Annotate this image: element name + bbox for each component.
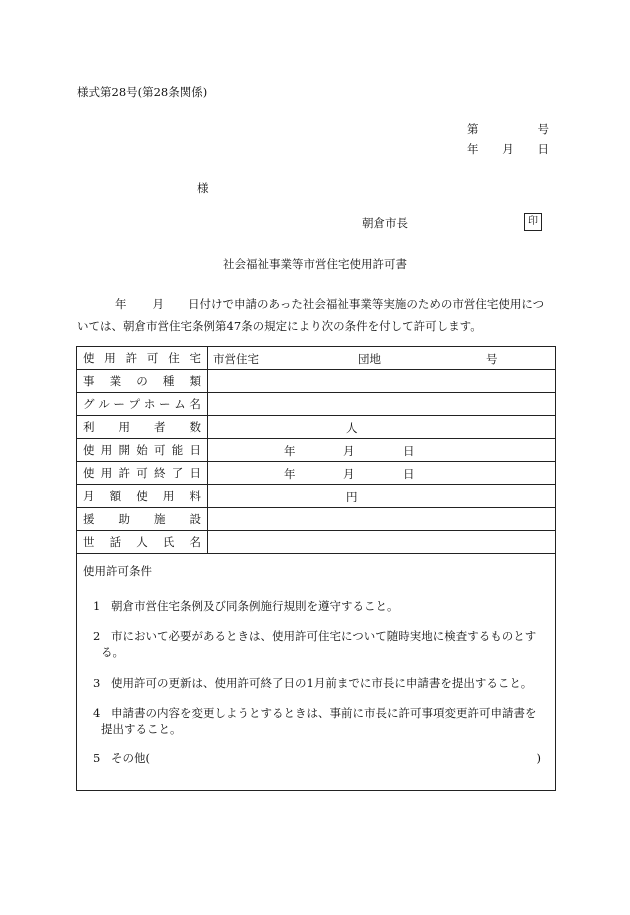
date-year: 年 (467, 142, 479, 156)
document-date (467, 141, 549, 157)
label-char: 住 (168, 351, 180, 365)
row-label (77, 439, 208, 462)
number-suffix: 号 (537, 122, 549, 136)
label-char: 援 (83, 512, 95, 526)
label-char: ー (159, 397, 171, 411)
label-char: 了 (171, 466, 184, 480)
table-row (77, 508, 556, 531)
condition-item: 1 朝倉市営住宅条例及び同条例施行規則を遵守すること。 (93, 599, 399, 613)
label-char: の (136, 374, 148, 388)
label-char: 人 (136, 535, 148, 549)
label-char: 利 (83, 420, 95, 434)
table-row (77, 393, 556, 416)
label-char: 助 (118, 512, 130, 526)
document-title: 社会福祉事業等市営住宅使用許可書 (223, 257, 407, 271)
label-char: 設 (189, 512, 201, 526)
form-number-label: 様式第28号(第28条関係) (77, 85, 208, 99)
seal-stamp: 印 (524, 213, 542, 231)
table-row (77, 531, 556, 554)
condition-item: 5 その他( ) (93, 751, 541, 765)
row-value (208, 393, 556, 416)
label-char: 話 (109, 535, 122, 549)
body-year: 年 (115, 297, 127, 311)
label-char: 額 (109, 489, 122, 503)
label-char: 氏 (162, 535, 175, 549)
label-char: 名 (189, 535, 201, 549)
label-char: 世 (83, 535, 95, 549)
document-number (467, 121, 549, 137)
row-label (77, 370, 208, 393)
row-label (77, 531, 208, 554)
label-char: 開 (118, 443, 130, 457)
row-value: 年 月 日 (208, 439, 556, 462)
label-char: 施 (154, 512, 166, 526)
label-char: 数 (189, 420, 201, 434)
row-value: 円 (208, 485, 556, 508)
row-label (77, 416, 208, 439)
label-char: 業 (109, 374, 122, 388)
conditions-heading: 使用許可条件 (83, 564, 152, 578)
label-char: ル (98, 397, 110, 411)
label-char: 事 (83, 374, 95, 388)
label-char: 日 (189, 466, 201, 480)
row-value (208, 508, 556, 531)
table-row (77, 347, 556, 370)
body-month: 月 (152, 297, 164, 311)
label-char: 用 (118, 420, 130, 434)
row-label (77, 462, 208, 485)
label-char: 宅 (189, 351, 201, 365)
row-label (77, 508, 208, 531)
label-char: 用 (104, 351, 116, 365)
label-char: 許 (125, 351, 138, 365)
body-line-2: いては、朝倉市営住宅条例第47条の規定により次の条件を付して許可します。 (77, 319, 482, 333)
label-char: 使 (83, 351, 95, 365)
row-value (208, 531, 556, 554)
label-char: 使 (136, 489, 148, 503)
condition-item: 2 市において必要があるときは、使用許可住宅について随時実地に検査するものとす る。 (93, 629, 537, 659)
row-value: 市営住宅 団地 号 (208, 347, 556, 370)
number-prefix: 第 (467, 122, 479, 136)
label-char: 料 (189, 489, 201, 503)
permit-details-table (76, 346, 556, 554)
table-row (77, 439, 556, 462)
row-value: 人 (208, 416, 556, 439)
body-line-1: 日付けで申請のあった社会福祉事業等実施のための市営住宅使用につ (188, 297, 545, 311)
label-char: ー (113, 397, 125, 411)
permit-body-text (77, 293, 555, 337)
label-char: 能 (171, 443, 184, 457)
label-char: 可 (154, 443, 166, 457)
row-value: 年 月 日 (208, 462, 556, 485)
label-char: 名 (189, 397, 201, 411)
addressee-honorific: 様 (197, 181, 209, 195)
label-char: 用 (100, 443, 113, 457)
label-char: プ (128, 397, 141, 411)
table-row (77, 485, 556, 508)
label-char: 可 (136, 466, 148, 480)
label-char: 可 (146, 351, 159, 365)
label-char: 始 (136, 443, 148, 457)
label-char: 者 (154, 420, 166, 434)
label-char: 使 (83, 443, 95, 457)
label-char: ム (174, 397, 186, 411)
table-row (77, 416, 556, 439)
label-char: 月 (83, 489, 95, 503)
label-char: グ (83, 397, 95, 411)
label-char: 類 (189, 374, 201, 388)
label-char: 種 (162, 374, 175, 388)
row-label (77, 485, 208, 508)
other-close-paren: ) (536, 751, 541, 765)
date-month: 月 (502, 142, 514, 156)
condition-item: 3 使用許可の更新は、使用許可終了日の1月前までに市長に申請書を提出すること。 (93, 676, 533, 690)
label-char: 許 (118, 466, 130, 480)
label-char: 用 (162, 489, 175, 503)
permit-conditions-box (76, 553, 556, 791)
label-char: ホ (143, 397, 156, 411)
condition-item: 4 申請書の内容を変更しようとするときは、事前に市長に許可事項変更許可申請書を 提出すること。 (93, 706, 537, 736)
label-char: 用 (100, 466, 113, 480)
issuer-name: 朝倉市長 (362, 216, 408, 230)
table-row (77, 370, 556, 393)
row-label (77, 347, 208, 370)
table-row (77, 462, 556, 485)
label-char: 終 (154, 466, 166, 480)
row-value (208, 370, 556, 393)
row-label (77, 393, 208, 416)
label-char: 日 (189, 443, 201, 457)
date-day: 日 (537, 142, 549, 156)
label-char: 使 (83, 466, 95, 480)
